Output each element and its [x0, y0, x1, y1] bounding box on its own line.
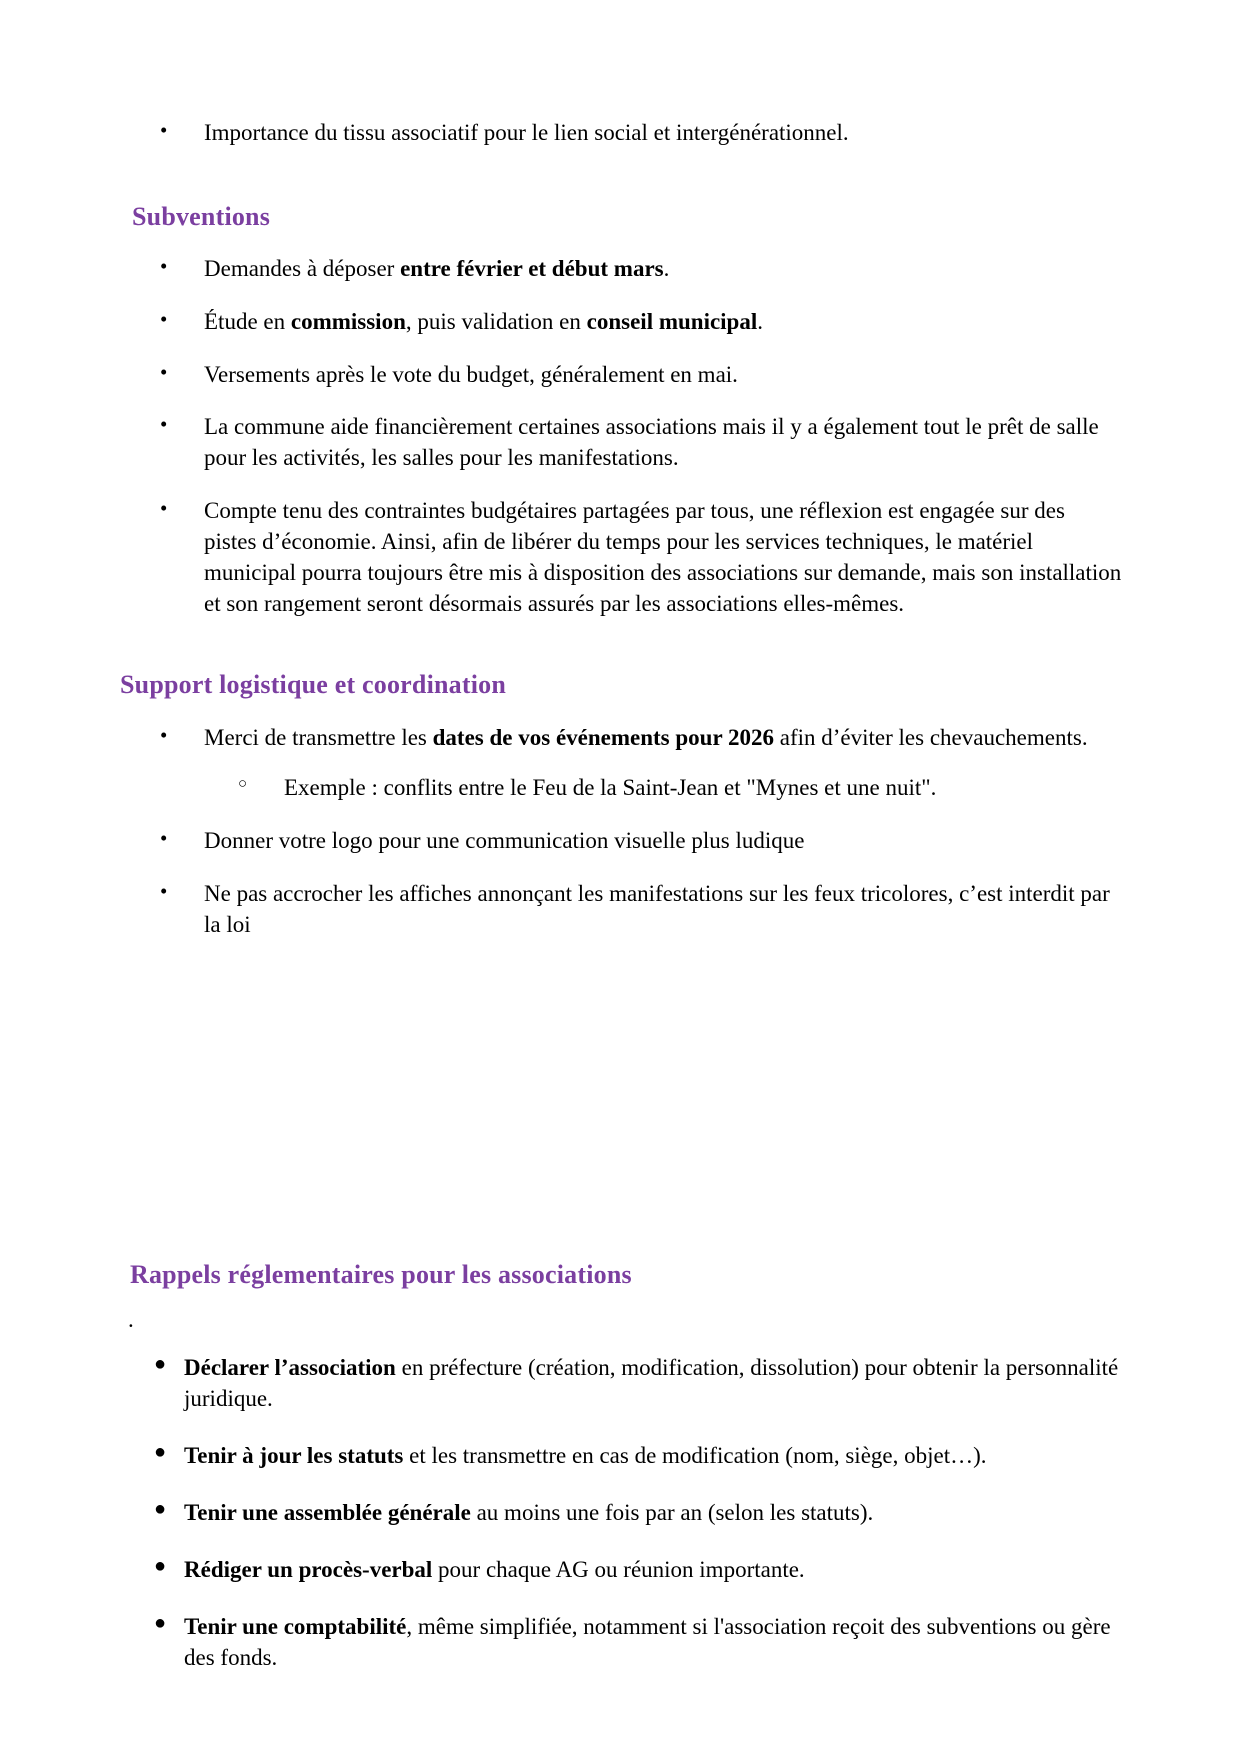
- body-text: afin d’éviter les chevauchements.: [774, 724, 1088, 750]
- subventions-bullet-list: [118, 254, 1122, 619]
- section-heading-subventions: Subventions: [132, 201, 271, 231]
- sub-bullet-list: [204, 773, 1122, 804]
- emphasis-text: Rédiger un procès-verbal: [184, 1556, 433, 1582]
- body-text: au moins une fois par an (selon les statuts).: [470, 1499, 874, 1525]
- list-item: [118, 360, 1122, 391]
- list-item: [118, 879, 1122, 941]
- body-text: .: [757, 308, 763, 334]
- emphasis-text: commission: [290, 308, 406, 334]
- body-text: pour chaque AG ou réunion importante.: [432, 1556, 805, 1582]
- emphasis-text: Tenir à jour les statuts: [184, 1442, 404, 1468]
- body-text: Donner votre logo pour une communication visuelle plus ludique: [204, 828, 805, 854]
- body-text: , même simplifiée, notamment si l'association reçoit des subventions ou gère des fonds.: [184, 1613, 1111, 1671]
- body-text: .: [663, 256, 670, 281]
- emphasis-text: Déclarer l’association: [184, 1354, 396, 1380]
- sub-list-item: ○ Exemple : conflits entre le Feu de la Saint-Jean et "Mynes et une nuit".: [204, 773, 1122, 804]
- body-text: , puis validation en: [405, 308, 587, 334]
- body-text: en préfecture (création, modification, dissolution) pour obtenir la personnalité juridique.: [184, 1354, 1119, 1411]
- rappels-bullet-list: [118, 1352, 1122, 1673]
- page-whitespace: [118, 941, 1122, 1241]
- list-item: [118, 723, 1122, 805]
- list-item: [118, 307, 1122, 338]
- body-text: Compte tenu des contraintes budgétaires partagées par tous, une réflexion est engagée sur des pistes d’économie. Ainsi, afin de libérer du temps pour les services techniques, le matériel municipal pourra toujours être mis à disposition des associations sur demande, mais son installation et son rangement seront désormais assurés par les associations elles-mêmes.: [204, 498, 1122, 616]
- rappels-section: [118, 1259, 1122, 1674]
- list-item: [118, 1497, 1122, 1528]
- body-text: La commune aide financièrement certaines associations mais il y a également tout le prêt de salle pour les activités, les salles pour les manifestations.: [204, 414, 1099, 471]
- list-item: [118, 496, 1122, 619]
- body-text: Versements après le vote du budget, généralement en mai.: [204, 361, 738, 387]
- section-heading-rappels: Rappels réglementaires pour les associations: [130, 1259, 632, 1289]
- body-text: et les transmettre en cas de modification (nom, siège, objet…).: [403, 1442, 987, 1468]
- support-bullet-list: [118, 723, 1122, 941]
- list-item: [118, 826, 1122, 857]
- body-text: Demandes à déposer: [204, 256, 401, 281]
- emphasis-text: conseil municipal: [586, 308, 758, 334]
- list-item: [118, 254, 1122, 285]
- list-item: • Importance du tissu associatif pour le lien social et intergénérationnel.: [118, 118, 1122, 149]
- body-text: Merci de transmettre les: [204, 724, 433, 750]
- list-item: [118, 1611, 1122, 1673]
- body-text: Ne pas accrocher les affiches annonçant les manifestations sur les feux tricolores, c’est interdit par la loi: [204, 880, 1110, 937]
- emphasis-text: entre février et début mars: [400, 256, 664, 281]
- list-item: [118, 412, 1122, 474]
- section-heading-support: Support logistique et coordination: [120, 670, 507, 700]
- emphasis-text: Tenir une assemblée générale: [184, 1499, 471, 1525]
- list-item: [118, 1554, 1122, 1585]
- stray-period: .: [128, 1306, 134, 1332]
- emphasis-text: dates de vos événements pour 2026: [432, 724, 775, 750]
- intro-bullet-list: [118, 118, 1122, 149]
- list-item: [118, 1440, 1122, 1471]
- list-item: [118, 1352, 1122, 1414]
- emphasis-text: Tenir une comptabilité: [184, 1613, 407, 1639]
- body-text: Étude en: [204, 308, 291, 334]
